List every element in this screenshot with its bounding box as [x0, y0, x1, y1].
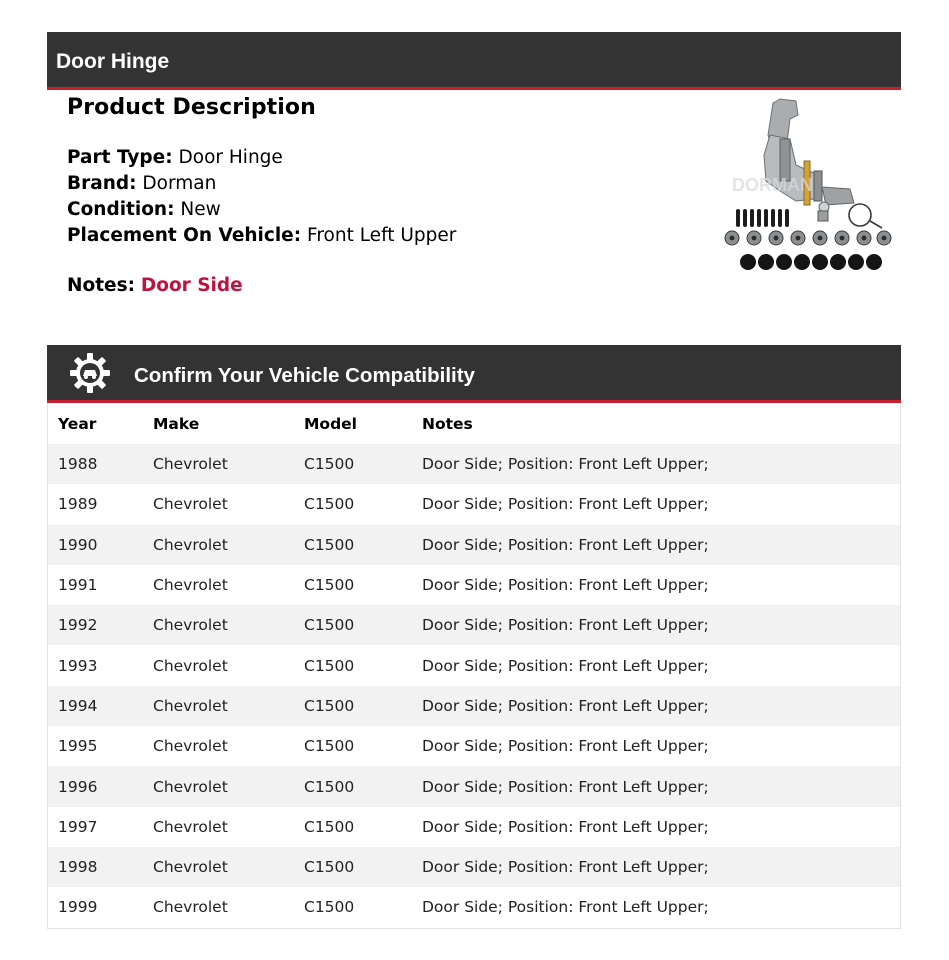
cell-year: 1994 [58, 696, 98, 715]
cell-notes: Door Side; Position: Front Left Upper; [422, 858, 709, 877]
cell-year: 1990 [58, 535, 98, 554]
page-title: Door Hinge [56, 50, 170, 73]
notes-label: Notes: [67, 275, 135, 296]
table-row [48, 444, 900, 484]
spec-condition [67, 197, 456, 223]
spec-value: New [180, 199, 221, 220]
cell-year: 1992 [58, 616, 98, 635]
cell-notes: Door Side; Position: Front Left Upper; [422, 616, 709, 635]
cell-notes: Door Side; Position: Front Left Upper; [422, 495, 709, 514]
spec-value: Dorman [142, 173, 217, 194]
cell-make: Chevrolet [153, 898, 228, 917]
gear-car-icon [69, 352, 111, 394]
cell-make: Chevrolet [153, 455, 228, 474]
notes-line [67, 275, 456, 296]
spec-value: Front Left Upper [307, 225, 457, 246]
cell-year: 1988 [58, 455, 98, 474]
table-row [48, 484, 900, 524]
cell-model: C1500 [304, 656, 355, 675]
cell-year: 1995 [58, 737, 98, 756]
table-row [48, 726, 900, 766]
spec-brand [67, 171, 456, 197]
cell-model: C1500 [304, 455, 355, 474]
spec-part-type [67, 145, 456, 171]
cell-year: 1989 [58, 495, 98, 514]
table-row [48, 766, 900, 806]
description-heading: Product Description [67, 95, 316, 120]
cell-make: Chevrolet [153, 495, 228, 514]
cell-model: C1500 [304, 737, 355, 756]
svg-text:DORMAN: DORMAN [732, 175, 813, 195]
notes-value: Door Side [140, 275, 243, 296]
cell-year: 1997 [58, 817, 98, 836]
cell-make: Chevrolet [153, 777, 228, 796]
cell-notes: Door Side; Position: Front Left Upper; [422, 576, 709, 595]
cell-year: 1999 [58, 898, 98, 917]
cell-model: C1500 [304, 817, 355, 836]
table-row [48, 807, 900, 847]
column-header-model: Model [304, 414, 357, 433]
cell-model: C1500 [304, 898, 355, 917]
cell-year: 1993 [58, 656, 98, 675]
cell-model: C1500 [304, 495, 355, 514]
cell-make: Chevrolet [153, 858, 228, 877]
cell-notes: Door Side; Position: Front Left Upper; [422, 777, 709, 796]
cell-make: Chevrolet [153, 535, 228, 554]
cell-model: C1500 [304, 616, 355, 635]
table-row [48, 686, 900, 726]
cell-notes: Door Side; Position: Front Left Upper; [422, 535, 709, 554]
spec-value: Door Hinge [178, 147, 283, 168]
compatibility-table [47, 403, 901, 929]
cell-make: Chevrolet [153, 616, 228, 635]
cell-model: C1500 [304, 696, 355, 715]
cell-model: C1500 [304, 858, 355, 877]
table-row [48, 887, 900, 927]
cell-notes: Door Side; Position: Front Left Upper; [422, 656, 709, 675]
cell-make: Chevrolet [153, 696, 228, 715]
cell-make: Chevrolet [153, 656, 228, 675]
table-row [48, 525, 900, 565]
table-header-row [48, 403, 900, 444]
spring-parts [736, 209, 789, 227]
table-row [48, 847, 900, 887]
cell-notes: Door Side; Position: Front Left Upper; [422, 817, 709, 836]
compatibility-header [47, 345, 901, 403]
spec-label: Placement On Vehicle: [67, 225, 302, 246]
spec-placement [67, 223, 456, 249]
spec-list [67, 145, 456, 249]
table-row [48, 645, 900, 685]
cell-make: Chevrolet [153, 817, 228, 836]
cell-notes: Door Side; Position: Front Left Upper; [422, 737, 709, 756]
spec-label: Part Type: [67, 147, 173, 168]
column-header-make: Make [153, 414, 200, 433]
cell-model: C1500 [304, 576, 355, 595]
spec-label: Condition: [67, 199, 175, 220]
column-header-year: Year [58, 414, 97, 433]
cell-year: 1991 [58, 576, 98, 595]
bolt-parts [740, 254, 882, 270]
compatibility-title: Confirm Your Vehicle Compatibility [134, 364, 475, 387]
table-row [48, 605, 900, 645]
title-bar [47, 32, 901, 90]
cell-notes: Door Side; Position: Front Left Upper; [422, 696, 709, 715]
table-row [48, 565, 900, 605]
cell-model: C1500 [304, 535, 355, 554]
nut-holes [730, 236, 887, 241]
cell-year: 1998 [58, 858, 98, 877]
product-image[interactable] [718, 95, 898, 280]
hinge-bracket [732, 99, 854, 212]
spec-label: Brand: [67, 173, 137, 194]
cell-make: Chevrolet [153, 737, 228, 756]
product-description [67, 95, 456, 296]
cell-notes: Door Side; Position: Front Left Upper; [422, 455, 709, 474]
cell-notes: Door Side; Position: Front Left Upper; [422, 898, 709, 917]
column-header-notes: Notes [422, 414, 473, 433]
cell-year: 1996 [58, 777, 98, 796]
cell-model: C1500 [304, 777, 355, 796]
cell-make: Chevrolet [153, 576, 228, 595]
